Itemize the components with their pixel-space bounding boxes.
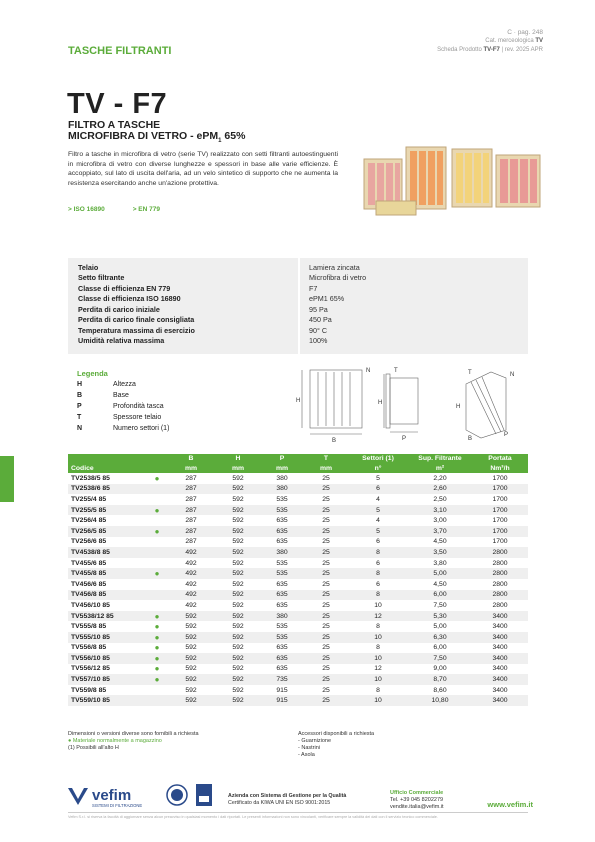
cell-b: 592: [166, 611, 216, 622]
row-code: TV559/8 85: [71, 686, 107, 694]
cell-s: 2,20: [433, 474, 447, 482]
cell-h: 592: [216, 674, 260, 685]
cell-q: 3400: [472, 653, 528, 664]
table-row: [68, 695, 528, 706]
row-code: TV4538/8 85: [68, 547, 148, 558]
stock-dot: ●: [154, 643, 160, 653]
cell-s: 3,00: [433, 517, 447, 525]
vefim-logo: [68, 785, 156, 809]
row-code: TV2538/5 85: [71, 474, 110, 482]
cell-q: 1700: [492, 474, 508, 482]
product-photo: [362, 145, 542, 217]
table-row: [68, 473, 528, 484]
cell-s: 7,50: [408, 653, 472, 664]
row-code: TV557/10 85: [68, 674, 148, 685]
label-n1: N: [366, 368, 371, 374]
sales-office: Ufficio Commerciale Tel. +39 045 8202279 vendite.italia@vefim.it: [390, 790, 444, 810]
cell-t: 25: [304, 674, 348, 685]
dimension-drawing: [296, 364, 528, 444]
cell-q: 1700: [492, 517, 508, 525]
subtitle-line2: MICROFIBRA DI VETRO - ePM: [68, 130, 219, 142]
row-code: TV556/8 85: [71, 644, 107, 652]
cell-b: 287: [185, 495, 197, 503]
cell-n: 5: [348, 505, 408, 516]
cell-t: 25: [322, 623, 330, 631]
cell-n: 6: [376, 559, 380, 567]
cell-p: 915: [276, 686, 288, 694]
cell-b: 287: [185, 517, 197, 525]
stock-dot: [148, 547, 166, 558]
cell-p: 535: [276, 495, 288, 503]
row-code: TV456/8 85: [68, 590, 148, 601]
cell-t: 25: [322, 538, 330, 546]
row-code: TV456/6 85: [71, 580, 107, 588]
label-b2: B: [468, 436, 473, 442]
sheet-value: TV-F7: [483, 47, 500, 53]
cell-n: 6: [348, 484, 408, 495]
row-code: TV256/5 85: [68, 526, 148, 537]
cell-n: 12: [374, 665, 382, 673]
cell-n: 8: [376, 686, 380, 694]
cell-t: 25: [322, 495, 330, 503]
cell-p: 380: [276, 474, 288, 482]
cell-q: 2800: [492, 559, 508, 567]
cell-h: 592: [232, 686, 244, 694]
row-code: TV455/6 85: [71, 559, 107, 567]
cell-t: 25: [322, 665, 330, 673]
cell-p: 380: [260, 611, 304, 622]
cell-n: 6: [376, 538, 380, 546]
cell-n: 8: [348, 568, 408, 579]
table-row: [68, 558, 528, 569]
col-code: Codice: [68, 464, 148, 474]
notes-right: Accessori disponibili a richiesta - Guarnizione - Nastrini - Asola: [298, 731, 375, 758]
cell-h: 592: [216, 611, 260, 622]
cell-s: 3,50: [408, 547, 472, 558]
filter-3: [452, 149, 492, 207]
subtitle-sub: 1: [218, 138, 222, 145]
norms: [68, 206, 188, 213]
revision: | rev. 2025 APR: [501, 47, 543, 53]
stock-dot: ●: [154, 664, 160, 674]
cell-t: 25: [304, 653, 348, 664]
table-row: [68, 547, 528, 558]
stock-dot: [148, 515, 166, 526]
cell-s: 6,00: [433, 644, 447, 652]
cell-q: 2800: [472, 547, 528, 558]
cell-b: 492: [185, 580, 197, 588]
filter-5: [376, 201, 416, 215]
stock-dot: [148, 484, 166, 495]
stock-dot: ●: [148, 611, 166, 622]
cell-s: 2,60: [408, 484, 472, 495]
product-subtitle: [68, 120, 245, 147]
cell-q: 3400: [472, 674, 528, 685]
office-email-link[interactable]: vendite.italia@vefim.it: [390, 804, 444, 810]
cell-n: 6: [376, 580, 380, 588]
cell-q: 3400: [492, 686, 508, 694]
label-p2: P: [504, 432, 509, 438]
table-row: [68, 664, 528, 675]
row-code: TV555/10 85: [68, 632, 148, 643]
stock-dot: [148, 590, 166, 601]
stock-dot: [148, 494, 166, 505]
table-row: [68, 600, 528, 611]
stock-dot: [148, 558, 166, 569]
col-h: [68, 454, 148, 464]
cell-s: 2,50: [433, 495, 447, 503]
table-row: [68, 568, 528, 579]
cell-h: 592: [232, 474, 244, 482]
label-p1: P: [402, 436, 407, 442]
norm-iso-link[interactable]: > ISO 16890: [68, 206, 105, 213]
cell-n: 8: [376, 644, 380, 652]
cell-h: 592: [216, 526, 260, 537]
row-code: TV455/8 85: [68, 568, 148, 579]
cell-s: 3,80: [433, 559, 447, 567]
subtitle-suffix: 65%: [221, 130, 246, 142]
cell-p: 535: [276, 559, 288, 567]
cell-p: 535: [260, 505, 304, 516]
cell-n: 8: [376, 623, 380, 631]
cell-n: 5: [348, 526, 408, 537]
cell-b: 592: [166, 695, 216, 706]
document-meta: [437, 28, 543, 55]
stock-dot: ●: [148, 632, 166, 643]
cell-n: 10: [348, 695, 408, 706]
cell-t: 25: [322, 559, 330, 567]
table-row: [68, 494, 528, 505]
cell-h: 592: [216, 590, 260, 601]
cell-t: 25: [322, 580, 330, 588]
cell-s: 5,00: [433, 623, 447, 631]
legend-item: P Profondità tasca: [77, 403, 164, 410]
cell-t: 25: [322, 517, 330, 525]
product-table: B H P T Settori (1) Sup. Filtrante Portata Codice mm mm mm mm n° m² Nm³/h TV2538/5 85 ● 287 592 380 25 5 2,20 1700 TV2538/6 85 287 592 380 25 6 2,60 1700 TV255/4 85 287 592 535 25 4 2,50 1700 TV255/5 85 ● 287 592 535 25 5 3,10 1700 TV256/4 85 287 592 635 25 4 3,00 1700 TV256/5 85 ● 287 592 635 25 5 3,70 1700 TV256/6 85 287 592 635 25 6 4,50 1700 TV4538/8 85 492 592 380 25 8 3,50 2800 TV455/6 85 492 592 535 25 6 3,80 2800 TV455/8 85 ● 492 592 535 25 8 5,00 2800 TV456/6 85 492 592 635 25 6 4,50 2800 TV456/8 85 492 592 635 25 8 6,00 2800 TV456/10 85 492 592 635 25 10 7,50 2800 TV5538/12 85 ● 592 592 380 25 12 5,30 3400 TV555/8 85 ● 592 592 535 25 8 5,00 3400 TV555/10 85 ● 592 592 535 25 10 6,30 3400 TV556/8 85 ● 592 592 635 25 8 6,00 3400 TV556/10 85 ● 592 592 635 25 10 7,50 3400 TV556/12 85 ● 592 592 635 25 12 9,00 3400 TV557/10 85 ● 592 592 735 25 10 8,70 3400 TV559/8 85 592 592 915 25 8 8,60 3400 TV559/10 85 592 592 915 25 10 10,80 3400: [68, 454, 528, 706]
stock-dot: [148, 600, 166, 611]
stock-dot: ●: [148, 674, 166, 685]
cell-s: 4,50: [433, 580, 447, 588]
cell-s: 8,70: [408, 674, 472, 685]
product-description: Filtro a tasche in microfibra di vetro (serie TV) realizzato con setti filtranti autoestinguenti in microfibra di vetro con diverse lunghezze e spessori in base alle varie efficienze. È accoppiato, sul lato di uscita dell'aria, ad un velo sintetico di supporto che ne aumenta la resistenza esercitando anche un'azione protettiva.: [68, 151, 338, 187]
table-row: [68, 515, 528, 526]
table-row: [68, 643, 528, 654]
brand-sub: SISTEMI DI FILTRAZIONE: [92, 803, 143, 808]
cell-q: 1700: [492, 495, 508, 503]
cell-p: 635: [260, 526, 304, 537]
cell-t: 25: [322, 686, 330, 694]
table-row: [68, 505, 528, 516]
website-link[interactable]: www.vefim.it: [487, 800, 533, 809]
row-code: TV559/10 85: [68, 695, 148, 706]
cell-b: 492: [185, 559, 197, 567]
cell-p: 635: [276, 580, 288, 588]
cell-p: 635: [276, 601, 288, 609]
cell-p: 915: [260, 695, 304, 706]
notes-left: Dimensioni o versioni diverse sono fornibili a richiesta ● Materiale normalmente a magazzino (1) Possibili all'alto H: [68, 731, 199, 751]
label-b1: B: [332, 438, 337, 444]
cell-n: 10: [348, 674, 408, 685]
cell-q: 3400: [472, 695, 528, 706]
cell-h: 592: [232, 623, 244, 631]
cell-p: 535: [260, 632, 304, 643]
row-code: TV255/5 85: [68, 505, 148, 516]
cell-h: 592: [216, 653, 260, 664]
table-row: [68, 537, 528, 548]
brand-text: vefim: [92, 787, 132, 804]
table-row: [68, 484, 528, 495]
cell-n: 4: [376, 517, 380, 525]
cell-h: 592: [232, 665, 244, 673]
cell-s: 6,30: [408, 632, 472, 643]
cell-t: 25: [322, 474, 330, 482]
cell-n: 4: [376, 495, 380, 503]
cell-t: 25: [304, 505, 348, 516]
cell-b: 287: [185, 474, 197, 482]
table-row: [68, 579, 528, 590]
cell-p: 635: [260, 653, 304, 664]
cell-h: 592: [232, 538, 244, 546]
cell-b: 592: [166, 632, 216, 643]
cell-b: 287: [166, 484, 216, 495]
cell-n: 10: [348, 632, 408, 643]
cell-n: 12: [348, 611, 408, 622]
stock-dot: [148, 685, 166, 696]
cell-q: 3400: [492, 665, 508, 673]
cell-t: 25: [322, 644, 330, 652]
cell-p: 635: [276, 665, 288, 673]
spec-divider: [298, 258, 300, 354]
side-tab: [0, 456, 14, 502]
legend-item: N Numero settori (1): [77, 425, 170, 432]
cell-t: 25: [304, 526, 348, 537]
cell-s: 8,60: [433, 686, 447, 694]
cell-h: 592: [216, 632, 260, 643]
table-row: [68, 611, 528, 622]
table-row: [68, 526, 528, 537]
row-code: TV5538/12 85: [68, 611, 148, 622]
row-code: TV256/4 85: [71, 517, 107, 525]
cell-s: 5,30: [408, 611, 472, 622]
cell-b: 592: [185, 623, 197, 631]
kiwa-cert-icon: [166, 784, 188, 806]
cell-s: 4,50: [433, 538, 447, 546]
cell-h: 592: [216, 695, 260, 706]
cell-s: 5,00: [408, 568, 472, 579]
cell-n: 10: [348, 653, 408, 664]
cell-q: 1700: [472, 505, 528, 516]
disclaimer: Vefim S.r.l. si riserva la facoltà di aggiornare senza alcun preavviso in qualsiasi momento i dati riportati. Le presenti informazioni non sono vincolanti, verificare sempre la validità dei dati con il servizio tecnico commerciale.: [68, 815, 438, 819]
cell-b: 287: [166, 505, 216, 516]
cell-s: 3,10: [408, 505, 472, 516]
stock-dot: [148, 579, 166, 590]
cell-p: 535: [260, 568, 304, 579]
cell-h: 592: [216, 505, 260, 516]
section-title: TASCHE FILTRANTI: [68, 45, 172, 57]
cell-t: 25: [304, 568, 348, 579]
cell-h: 592: [216, 484, 260, 495]
stock-dot: ●: [148, 568, 166, 579]
stock-dot: [148, 695, 166, 706]
stock-dot: ●: [148, 653, 166, 664]
specs-panel: Telaio Lamiera zincata Setto filtrante Microfibra di vetro Classe di efficienza EN 779 F7 Classe di efficienza ISO 16890 ePM1 65% Perdita di carico iniziale 95 Pa Perdita di carico finale consigliata 450 Pa Temperatura massima di esercizio 90° C Umidità relativa massima 100%: [68, 258, 528, 354]
cell-b: 492: [166, 568, 216, 579]
cell-b: 287: [185, 538, 197, 546]
legend-title: Legenda: [77, 369, 108, 378]
cell-q: 1700: [472, 484, 528, 495]
cell-b: 592: [166, 653, 216, 664]
cell-h: 592: [232, 580, 244, 588]
label-n2: N: [510, 372, 515, 378]
stock-dot: [148, 537, 166, 548]
cell-q: 2800: [472, 590, 528, 601]
cell-p: 380: [260, 547, 304, 558]
row-code: TV556/12 85: [71, 665, 110, 673]
filter-4: [496, 155, 540, 207]
cell-t: 25: [322, 601, 330, 609]
cell-s: 3,70: [408, 526, 472, 537]
label-t: T: [394, 368, 398, 374]
cell-h: 592: [232, 601, 244, 609]
filter-2: [406, 147, 446, 209]
label-h3: H: [456, 404, 461, 410]
table-row: [68, 685, 528, 696]
row-code: TV556/10 85: [68, 653, 148, 664]
cell-t: 25: [304, 590, 348, 601]
cell-h: 592: [216, 547, 260, 558]
page-ref: C · pag. 248: [507, 29, 543, 36]
cell-q: 2800: [492, 601, 508, 609]
cell-s: 6,00: [408, 590, 472, 601]
row-code: TV555/8 85: [71, 623, 107, 631]
cell-q: 1700: [492, 538, 508, 546]
cell-b: 287: [166, 526, 216, 537]
cell-b: 592: [185, 644, 197, 652]
cell-p: 735: [260, 674, 304, 685]
cell-h: 592: [232, 517, 244, 525]
cell-q: 3400: [492, 644, 508, 652]
stock-dot: ●: [148, 526, 166, 537]
quality-cert: Azienda con Sistema di Gestione per la Qualità Certificato da KIWA UNI EN ISO 9001:2015: [228, 793, 347, 806]
cell-q: 3400: [472, 632, 528, 643]
stock-dot: ●: [154, 622, 160, 632]
cell-b: 592: [185, 665, 197, 673]
footer-divider: [68, 812, 528, 813]
cell-b: 592: [185, 686, 197, 694]
cell-n: 5: [376, 474, 380, 482]
product-title: TV - F7: [67, 88, 168, 120]
subtitle-line1: FILTRO A TASCHE: [68, 119, 161, 131]
row-code: TV2538/6 85: [68, 484, 148, 495]
cell-s: 10,80: [408, 695, 472, 706]
legend-item: H Altezza: [77, 381, 136, 388]
table-row: [68, 590, 528, 601]
cell-t: 25: [304, 484, 348, 495]
norm-en-link[interactable]: > EN 779: [132, 206, 160, 213]
cell-h: 592: [216, 568, 260, 579]
cell-q: 2800: [492, 580, 508, 588]
cell-h: 592: [232, 495, 244, 503]
label-h1: H: [296, 398, 301, 404]
cell-p: 380: [260, 484, 304, 495]
table-row: [68, 632, 528, 643]
table-row: [68, 653, 528, 664]
legend-item: T Spessore telaio: [77, 414, 162, 421]
cell-p: 635: [276, 517, 288, 525]
cell-q: 3400: [472, 611, 528, 622]
cell-t: 25: [304, 632, 348, 643]
cell-p: 635: [276, 644, 288, 652]
cell-b: 592: [166, 674, 216, 685]
cell-h: 592: [232, 644, 244, 652]
cell-t: 25: [304, 611, 348, 622]
cell-b: 492: [185, 601, 197, 609]
catalog-label: Cat. merceologica: [485, 38, 534, 44]
cell-p: 635: [276, 538, 288, 546]
catalog-value: TV: [535, 38, 543, 44]
eurovent-cert-icon: [196, 784, 212, 806]
label-h2: H: [378, 400, 383, 406]
stock-dot: ●: [148, 505, 166, 516]
cell-t: 25: [304, 695, 348, 706]
row-code: TV456/10 85: [71, 601, 110, 609]
table-row: [68, 621, 528, 632]
cell-p: 635: [260, 590, 304, 601]
row-code: TV256/6 85: [71, 538, 107, 546]
cell-n: 10: [374, 601, 382, 609]
cell-n: 8: [348, 547, 408, 558]
cell-h: 592: [232, 559, 244, 567]
cell-s: 9,00: [433, 665, 447, 673]
cell-q: 3400: [492, 623, 508, 631]
cell-q: 2800: [472, 568, 528, 579]
table-row: [68, 674, 528, 685]
cell-s: 7,50: [433, 601, 447, 609]
label-t2: T: [468, 370, 472, 376]
cell-b: 492: [166, 590, 216, 601]
row-code: TV255/4 85: [71, 495, 107, 503]
cell-q: 1700: [472, 526, 528, 537]
cell-n: 8: [348, 590, 408, 601]
sheet-label: Scheda Prodotto: [437, 47, 482, 53]
legend-item: B Base: [77, 392, 129, 399]
cell-t: 25: [304, 547, 348, 558]
cell-p: 535: [276, 623, 288, 631]
stock-dot: ●: [154, 473, 160, 483]
cell-b: 492: [166, 547, 216, 558]
